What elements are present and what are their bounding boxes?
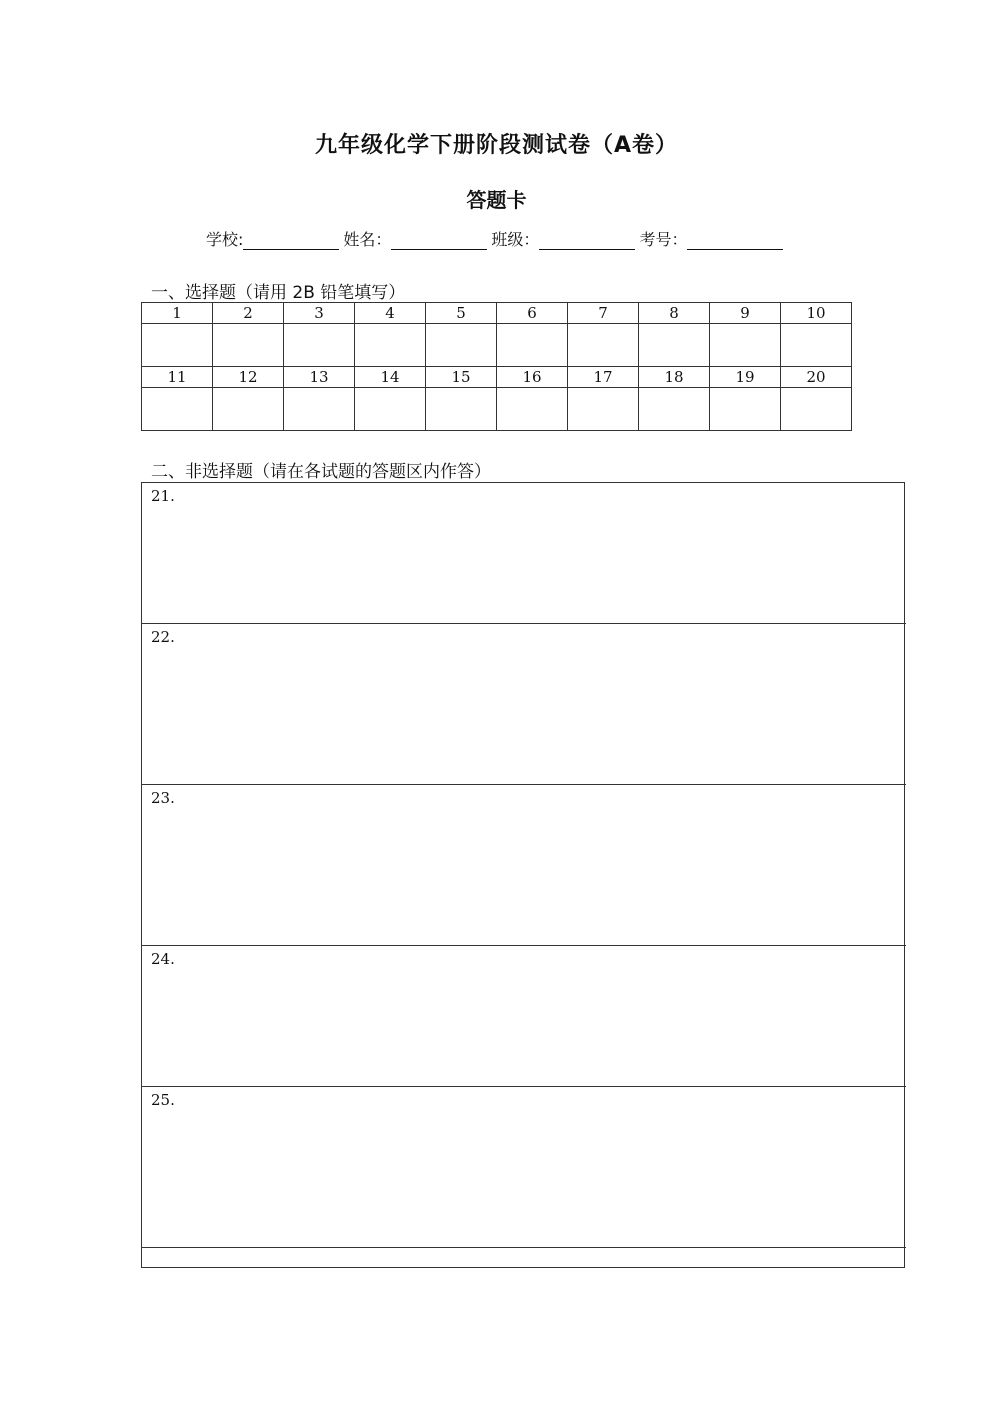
page-subtitle: 答题卡 — [466, 188, 527, 212]
question-number: 9 — [710, 303, 781, 324]
question-number: 1 — [142, 303, 213, 324]
multiple-choice-grid — [141, 302, 852, 431]
name-field[interactable] — [391, 231, 487, 250]
answer-cell[interactable] — [497, 388, 568, 431]
question-number-row — [142, 303, 852, 324]
answer-cell[interactable] — [568, 388, 639, 431]
question-number: 3 — [284, 303, 355, 324]
answer-row — [142, 388, 852, 431]
answer-cell[interactable] — [710, 324, 781, 367]
answer-cell[interactable] — [781, 324, 852, 367]
page-title: 九年级化学下册阶段测试卷（A卷） — [314, 133, 679, 158]
answer-region-21[interactable] — [142, 483, 906, 624]
question-number: 5 — [426, 303, 497, 324]
answer-cell[interactable] — [213, 388, 284, 431]
question-number: 19 — [710, 367, 781, 388]
section1-title: 一、选择题（请用 2B 铅笔填写） — [151, 283, 406, 303]
question-number: 10 — [781, 303, 852, 324]
answer-cell[interactable] — [142, 324, 213, 367]
school-field[interactable] — [243, 231, 339, 250]
question-number: 8 — [639, 303, 710, 324]
question-label: 21. — [151, 487, 175, 505]
footer-strip — [142, 1248, 906, 1267]
class-field[interactable] — [539, 231, 635, 250]
question-number: 13 — [284, 367, 355, 388]
question-number: 17 — [568, 367, 639, 388]
answer-cell[interactable] — [355, 388, 426, 431]
answer-cell[interactable] — [497, 324, 568, 367]
name-label: 姓名： — [343, 230, 392, 249]
question-label: 23. — [151, 789, 175, 807]
exam-no-field[interactable] — [687, 231, 783, 250]
student-info — [206, 226, 787, 250]
free-response-area — [141, 482, 905, 1268]
question-label: 24. — [151, 950, 175, 968]
answer-cell[interactable] — [568, 324, 639, 367]
question-number: 6 — [497, 303, 568, 324]
question-number: 11 — [142, 367, 213, 388]
question-number: 15 — [426, 367, 497, 388]
question-label: 22. — [151, 628, 175, 646]
class-label: 班级： — [491, 230, 540, 249]
question-number: 20 — [781, 367, 852, 388]
question-number-row — [142, 367, 852, 388]
answer-region-22[interactable] — [142, 624, 906, 785]
question-number: 18 — [639, 367, 710, 388]
answer-cell[interactable] — [781, 388, 852, 431]
answer-region-25[interactable] — [142, 1087, 906, 1248]
question-number: 2 — [213, 303, 284, 324]
answer-row — [142, 324, 852, 367]
answer-region-24[interactable] — [142, 946, 906, 1087]
answer-cell[interactable] — [213, 324, 284, 367]
answer-cell[interactable] — [639, 388, 710, 431]
question-number: 14 — [355, 367, 426, 388]
answer-cell[interactable] — [284, 324, 355, 367]
question-label: 25. — [151, 1091, 175, 1109]
answer-cell[interactable] — [355, 324, 426, 367]
question-number: 12 — [213, 367, 284, 388]
question-number: 4 — [355, 303, 426, 324]
answer-cell[interactable] — [639, 324, 710, 367]
answer-cell[interactable] — [426, 388, 497, 431]
answer-cell[interactable] — [284, 388, 355, 431]
question-number: 7 — [568, 303, 639, 324]
question-number: 16 — [497, 367, 568, 388]
answer-cell[interactable] — [142, 388, 213, 431]
exam-no-label: 考号： — [639, 230, 688, 249]
school-label: 学校: — [206, 230, 244, 249]
answer-region-23[interactable] — [142, 785, 906, 946]
section2-title: 二、非选择题（请在各试题的答题区内作答） — [151, 462, 491, 482]
answer-cell[interactable] — [426, 324, 497, 367]
answer-cell[interactable] — [710, 388, 781, 431]
